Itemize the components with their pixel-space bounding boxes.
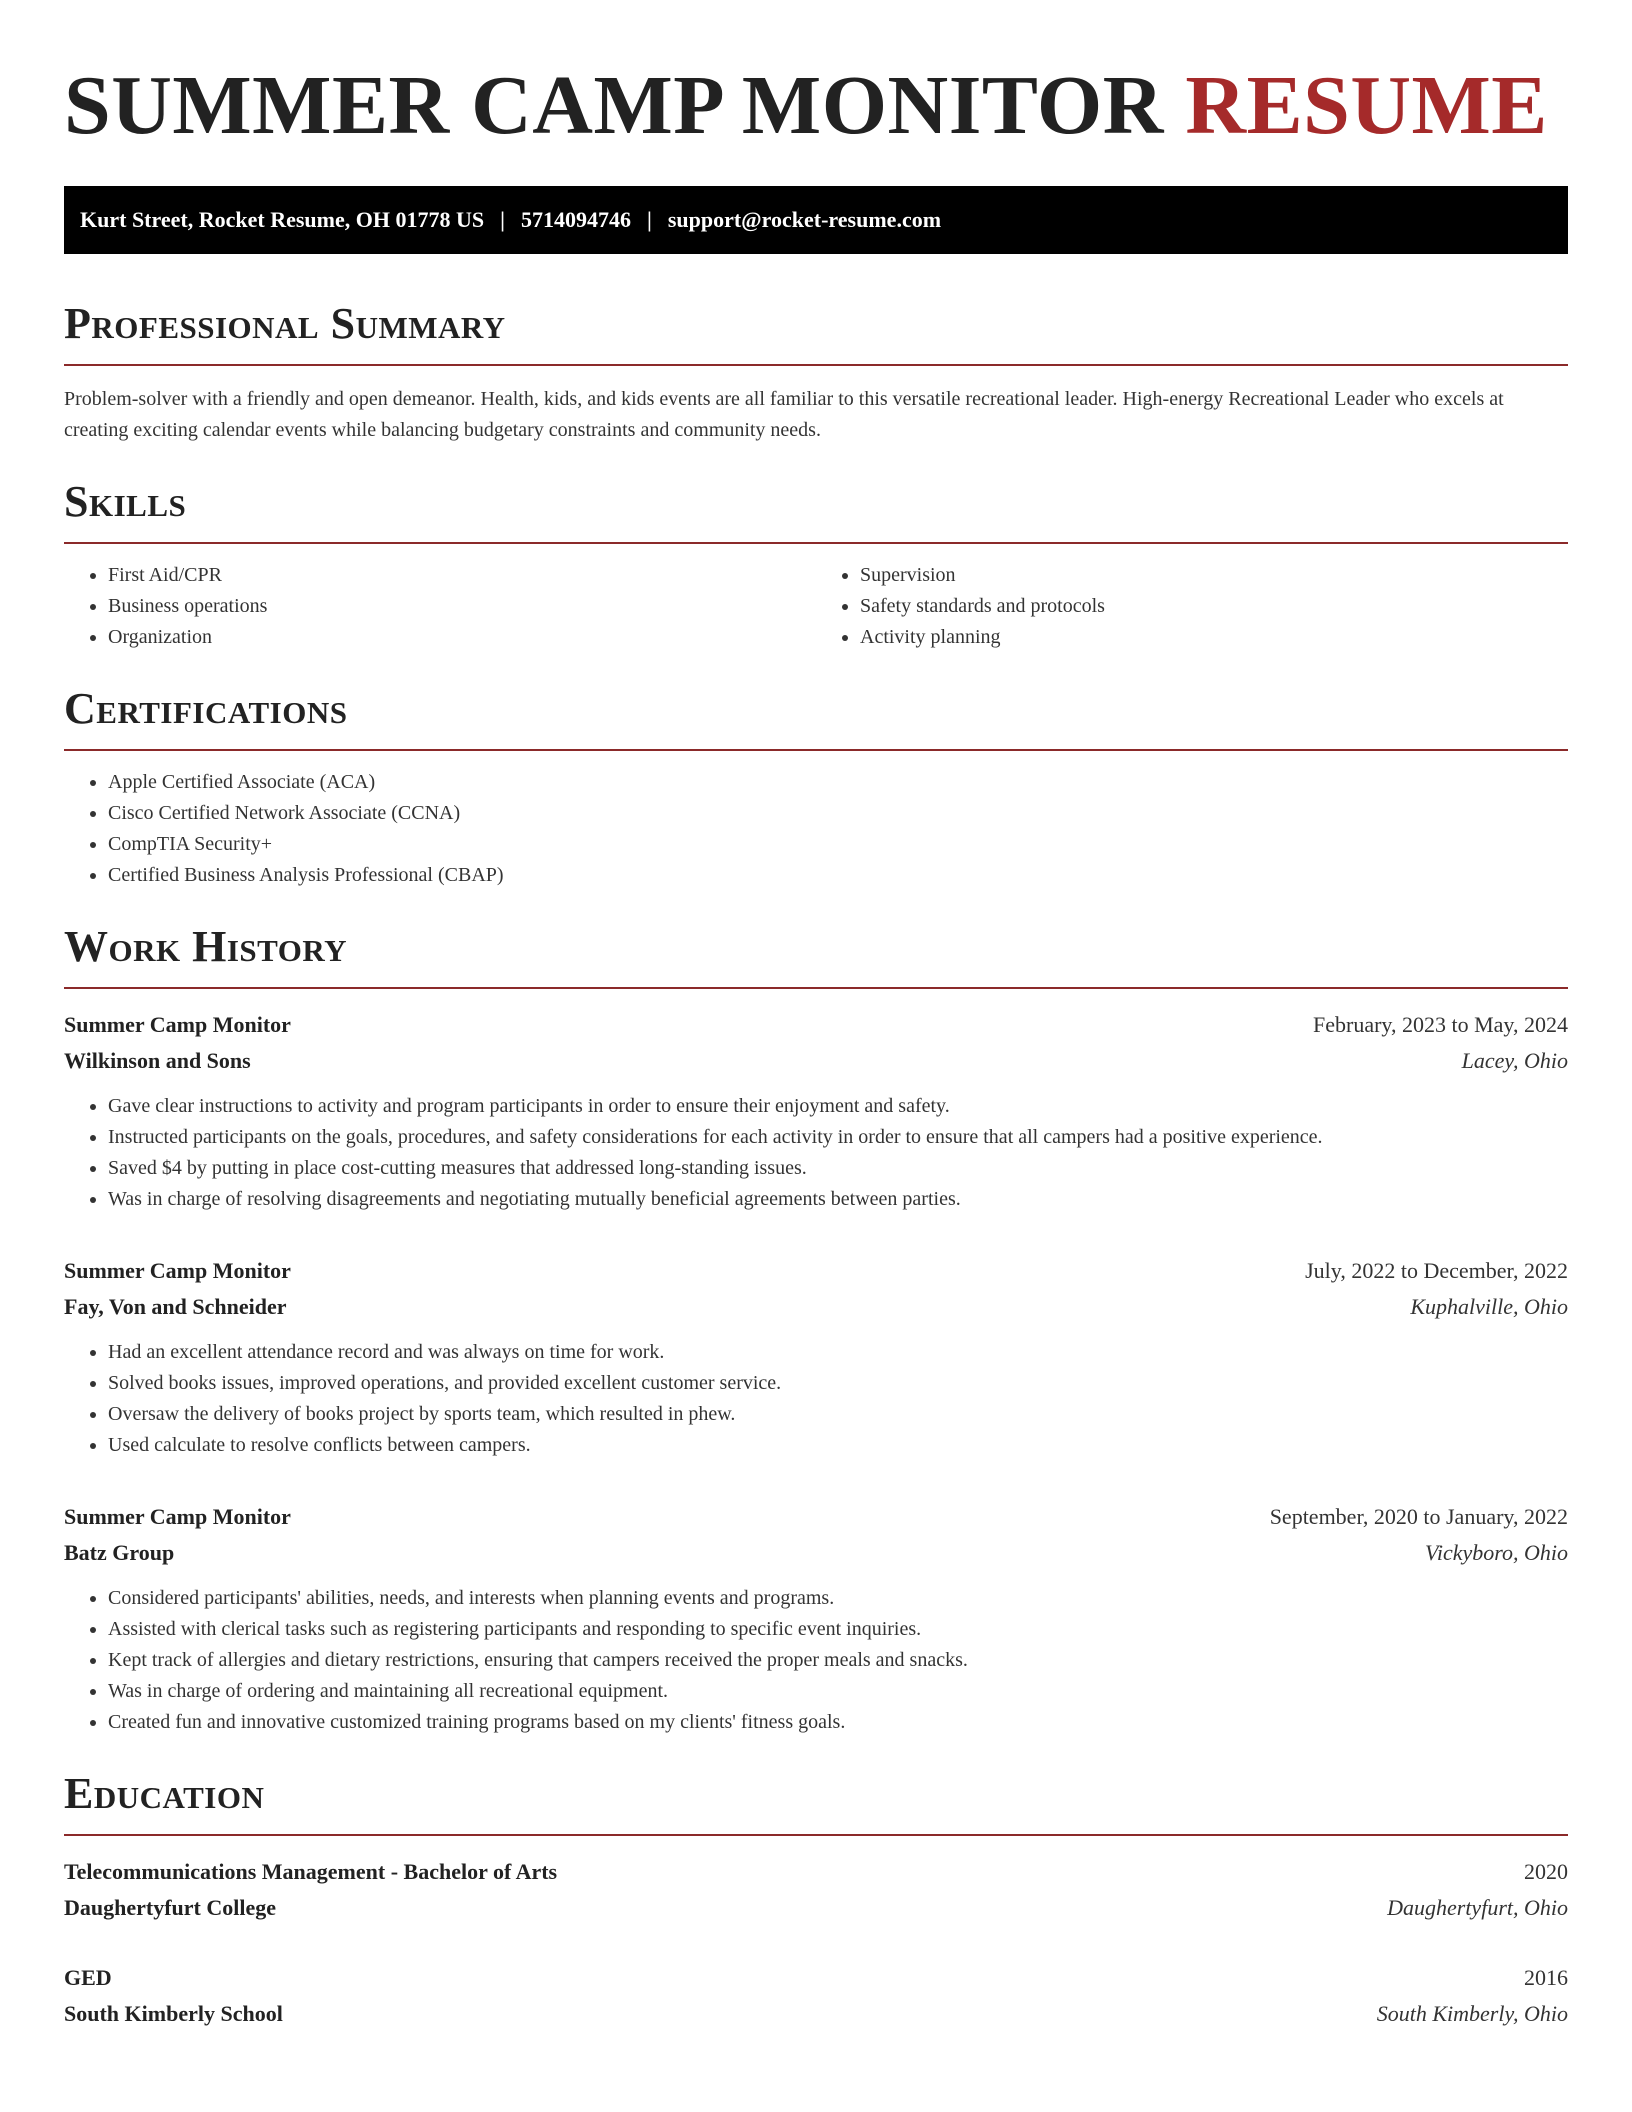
education-year: 2016 (1524, 1965, 1568, 1990)
contact-bar (64, 186, 1568, 254)
skills-list-left (64, 560, 816, 653)
skill-item: • Organization (108, 622, 816, 653)
job-dates: September, 2020 to January, 2022 (1269, 1504, 1568, 1529)
section-divider (64, 1834, 1568, 1836)
job-dates: February, 2023 to May, 2024 (1313, 1012, 1568, 1037)
resume-title (64, 52, 1568, 156)
skills-list-right (816, 560, 1568, 653)
certification-item: • Apple Certified Associate (ACA) (108, 767, 1568, 798)
education-entry (64, 1854, 1568, 1926)
education-entry (64, 1960, 1568, 2032)
job-bullet: • Created fun and innovative customized training programs based on my clients' fitness goals. (108, 1707, 1568, 1738)
section-heading-work: Work History (64, 922, 348, 971)
title-accent: RESUME (1185, 59, 1548, 152)
skill-item: • Business operations (108, 591, 816, 622)
job-bullet: • Kept track of allergies and dietary restrictions, ensuring that campers received the proper meals and snacks. (108, 1645, 1568, 1676)
summary-text: Problem-solver with a friendly and open demeanor. Health, kids, and kids events are all familiar to this versatile recreational leader. High-energy Recreational Leader who excels at creating exciting calendar events while balancing budgetary constraints and community needs. (64, 388, 1504, 441)
contact-address: Kurt Street, Rocket Resume, OH 01778 US (80, 207, 485, 232)
work-history-section (64, 921, 1568, 1738)
job-header (64, 1007, 1568, 1043)
skill-item: • Supervision (860, 560, 1568, 591)
contact-separator: | (500, 207, 505, 232)
job-title: Summer Camp Monitor (64, 1258, 291, 1283)
job-bullets (64, 1583, 1568, 1738)
job-title: Summer Camp Monitor (64, 1504, 291, 1529)
certification-item: • CompTIA Security+ (108, 829, 1568, 860)
job-company: Fay, Von and Schneider (64, 1294, 287, 1319)
section-heading-certifications: Certifications (64, 684, 348, 733)
certification-item: • Cisco Certified Network Associate (CCNA) (108, 798, 1568, 829)
job-location: Lacey, Ohio (1461, 1048, 1568, 1073)
contact-separator: | (646, 207, 652, 232)
job-bullet: • Assisted with clerical tasks such as registering participants and responding to specific event inquiries. (108, 1614, 1568, 1645)
contact-phone: 5714094746 (520, 207, 631, 232)
job-entry (64, 1499, 1568, 1738)
job-subheader (64, 1289, 1568, 1325)
job-entry (64, 1253, 1568, 1461)
education-subheader (64, 1890, 1568, 1926)
job-header (64, 1499, 1568, 1535)
job-bullet: • Solved books issues, improved operations, and provided excellent customer service. (108, 1368, 1568, 1399)
education-school: Daughertyfurt College (64, 1895, 277, 1920)
job-bullet: • Instructed participants on the goals, procedures, and safety considerations for each activity in order to ensure that all campers had a positive experience. (108, 1122, 1568, 1153)
job-bullet: • Was in charge of resolving disagreements and negotiating mutually beneficial agreements between parties. (108, 1184, 1568, 1215)
job-subheader (64, 1043, 1568, 1079)
job-bullet: • Gave clear instructions to activity and program participants in order to ensure their enjoyment and safety. (108, 1091, 1568, 1122)
job-bullets (64, 1091, 1568, 1215)
job-bullet: • Used calculate to resolve conflicts between campers. (108, 1430, 1568, 1461)
section-heading-skills: Skills (64, 477, 187, 526)
education-degree: GED (64, 1965, 112, 1990)
section-divider (64, 364, 1568, 366)
section-heading-education: Education (64, 1769, 265, 1818)
job-bullet: • Saved $4 by putting in place cost-cutting measures that addressed long-standing issues. (108, 1153, 1568, 1184)
education-header (64, 1960, 1568, 1996)
job-title: Summer Camp Monitor (64, 1012, 291, 1037)
job-company: Batz Group (64, 1540, 175, 1565)
education-section (64, 1768, 1568, 2032)
section-heading-summary: Professional Summary (64, 299, 506, 348)
education-year: 2020 (1524, 1859, 1568, 1884)
education-school: South Kimberly School (64, 2001, 283, 2026)
job-bullets (64, 1337, 1568, 1461)
education-subheader (64, 1996, 1568, 2032)
job-header (64, 1253, 1568, 1289)
certifications-section (64, 683, 1568, 891)
education-degree: Telecommunications Management - Bachelor of Arts (64, 1859, 558, 1884)
job-dates: July, 2022 to December, 2022 (1305, 1258, 1568, 1283)
job-location: Vickyboro, Ohio (1425, 1540, 1568, 1565)
job-bullet: • Had an excellent attendance record and was always on time for work. (108, 1337, 1568, 1368)
skill-item: • Safety standards and protocols (860, 591, 1568, 622)
job-subheader (64, 1535, 1568, 1571)
summary-section (64, 298, 1568, 446)
education-location: Daughertyfurt, Ohio (1387, 1895, 1568, 1920)
job-bullet: • Oversaw the delivery of books project by sports team, which resulted in phew. (108, 1399, 1568, 1430)
skills-columns (64, 560, 1568, 653)
contact-email: support@rocket-resume.com (667, 207, 942, 232)
job-entry (64, 1007, 1568, 1215)
skill-item: • First Aid/CPR (108, 560, 816, 591)
job-location: Kuphalville, Ohio (1410, 1294, 1568, 1319)
section-divider (64, 749, 1568, 751)
section-divider (64, 542, 1568, 544)
certification-item: • Certified Business Analysis Professional (CBAP) (108, 860, 1568, 891)
job-bullet: • Considered participants' abilities, needs, and interests when planning events and programs. (108, 1583, 1568, 1614)
title-main: SUMMER CAMP MONITOR (64, 59, 1164, 152)
section-divider (64, 987, 1568, 989)
skill-item: • Activity planning (860, 622, 1568, 653)
education-location: South Kimberly, Ohio (1376, 2001, 1568, 2026)
certifications-list (64, 767, 1568, 891)
education-header (64, 1854, 1568, 1890)
skills-section (64, 476, 1568, 653)
job-company: Wilkinson and Sons (64, 1048, 251, 1073)
job-bullet: • Was in charge of ordering and maintaining all recreational equipment. (108, 1676, 1568, 1707)
